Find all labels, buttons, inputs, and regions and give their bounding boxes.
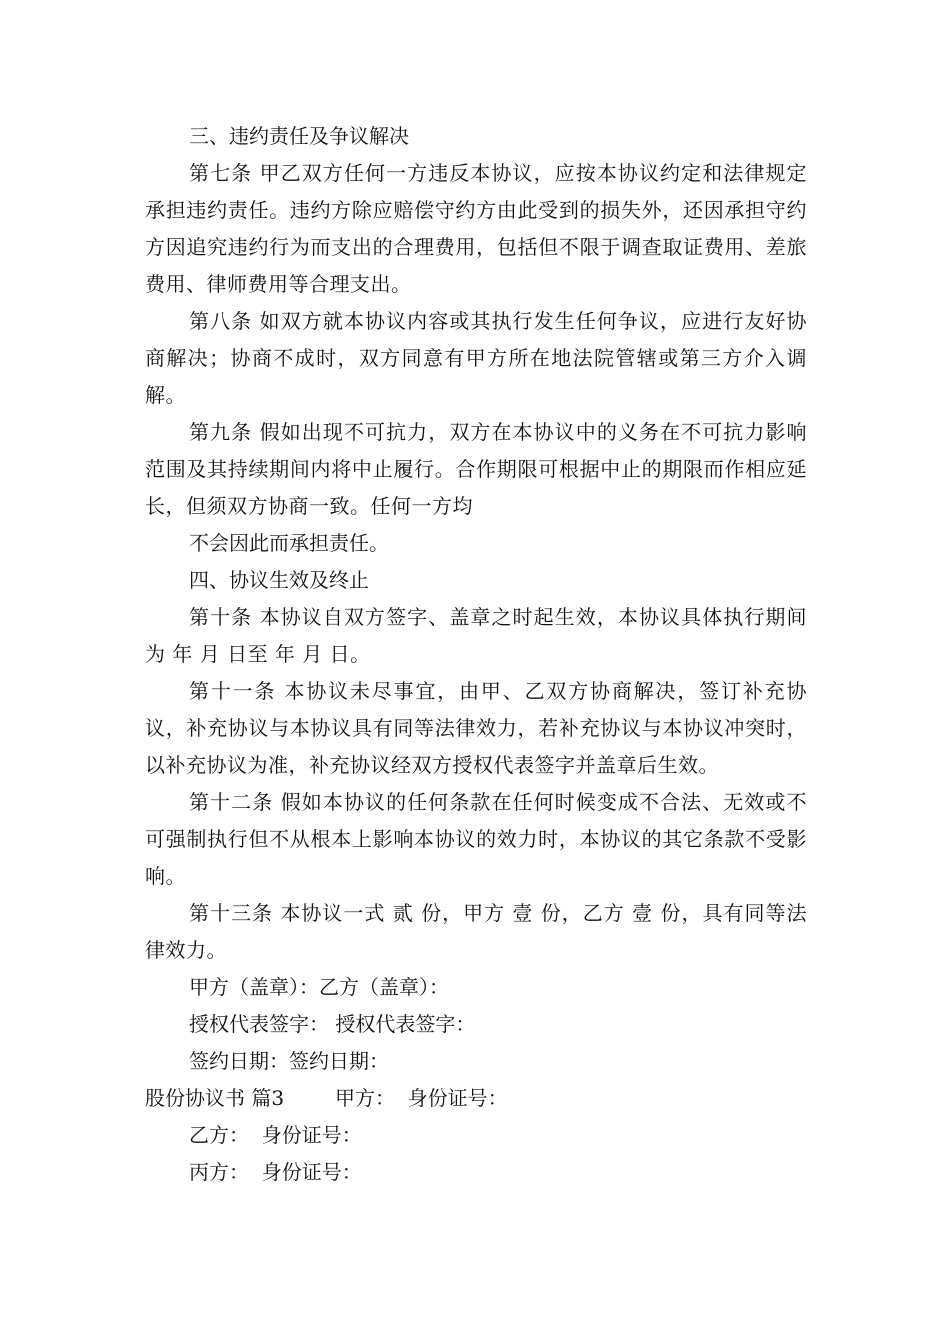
article-7: 第七条 甲乙双方任何一方违反本协议，应按本协议约定和法律规定承担违约责任。违约方除应赔偿守约方由此受到的损失外，还因承担守约方因追究违约行为而支出的合理费用，包括但不限于调查取证费用、差旅费用、律师费用等合理支出。 xyxy=(145,161,807,296)
signature-representative-line: 授权代表签字： 授权代表签字： xyxy=(189,1012,476,1036)
article-8: 第八条 如双方就本协议内容或其执行发生任何争议，应进行友好协商解决；协商不成时，双方同意有甲方所在地法院管辖或第三方介入调解。 xyxy=(145,309,807,407)
party-b-line: 乙方： 身份证号： xyxy=(189,1123,362,1147)
next-document-title-line: 股份协议书 篇3 甲方： 身份证号： xyxy=(145,1086,508,1110)
article-12: 第十二条 假如本协议的任何条款在任何时候变成不合法、无效或不可强制执行但不从根本上影响本协议的效力时，本协议的其它条款不受影响。 xyxy=(145,790,807,888)
signature-seal-line: 甲方（盖章）：乙方（盖章）： xyxy=(189,975,449,999)
article-10: 第十条 本协议自双方签字、盖章之时起生效，本协议具体执行期间为 年 月 日至 年 月 日。 xyxy=(145,605,807,666)
document-body xyxy=(145,118,807,1191)
article-9: 第九条 假如出现不可抗力，双方在本协议中的义务在不可抗力影响范围及其持续期间内将中止履行。合作期限可根据中止的期限而作相应延长，但须双方协商一致。任何一方均 xyxy=(145,420,807,518)
article-13: 第十三条 本协议一式 贰 份，甲方 壹 份，乙方 壹 份，具有同等法律效力。 xyxy=(145,901,807,962)
article-9-continuation: 不会因此而承担责任。 xyxy=(189,531,389,555)
party-c-line: 丙方： 身份证号： xyxy=(189,1160,362,1184)
signature-date-line: 签约日期：签约日期： xyxy=(189,1049,389,1073)
section-heading-4: 四、协议生效及终止 xyxy=(189,568,369,592)
article-11: 第十一条 本协议未尽事宜，由甲、乙双方协商解决，签订补充协议，补充协议与本协议具有同等法律效力，若补充协议与本协议冲突时，以补充协议为准，补充协议经双方授权代表签字并盖章后生效。 xyxy=(145,679,807,777)
section-heading-3: 三、违约责任及争议解决 xyxy=(189,124,409,148)
